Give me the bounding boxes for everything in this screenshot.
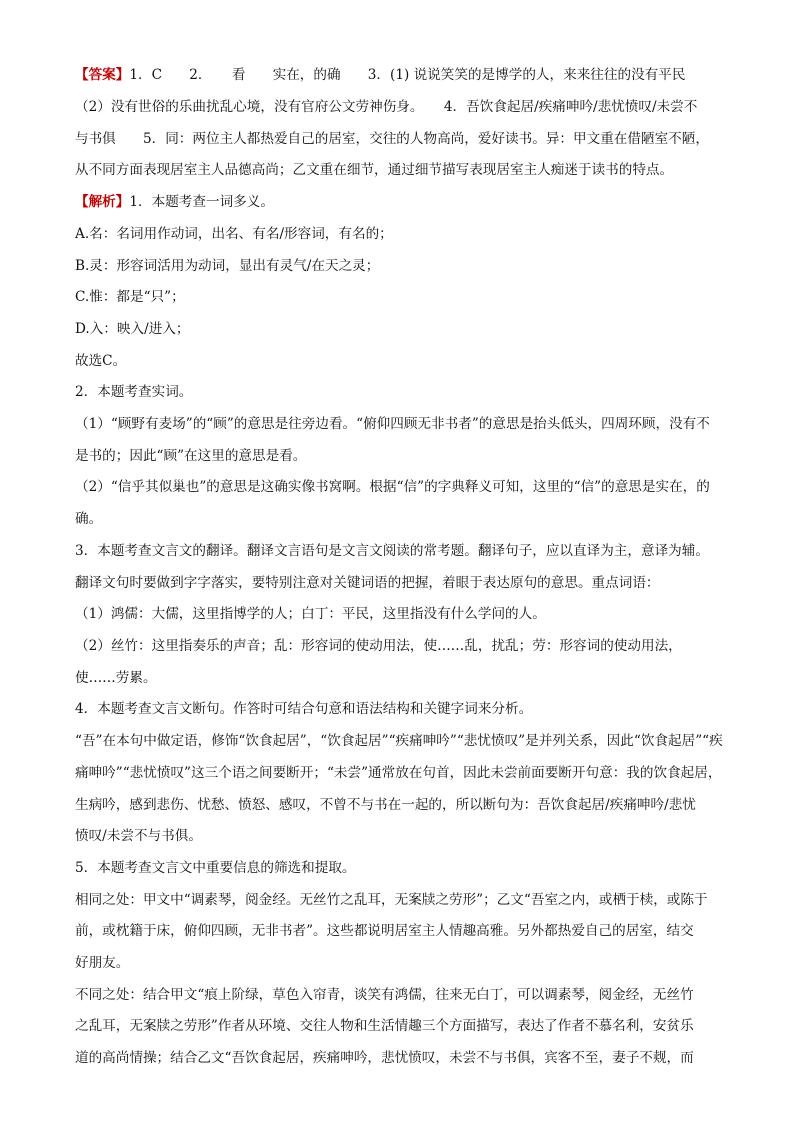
- analysis-line: 5．本题考查文言文中重要信息的筛选和提取。: [75, 860, 356, 876]
- analysis-label: 【解析】: [75, 194, 130, 210]
- analysis-line: 愤叹/未尝不与书俱。: [75, 828, 202, 844]
- analysis-line: D.入：映入/进入；: [75, 321, 190, 337]
- analysis-line: （1）“顾野有麦场”的“顾”的意思是往旁边看。“俯仰四顾无非书者”的意思是抬头低头，四周环顾，没有不: [75, 416, 710, 432]
- analysis-line: 道的高尚情操；结合乙文“吾饮食起居，疾痛呻吟，悲忧愤叹，未尝不与书俱，宾客不至，妻子不觌，而: [75, 1050, 694, 1066]
- answer-line-1: [75, 66, 725, 84]
- answer-label: 【答案】: [75, 67, 130, 83]
- analysis-text: 1．本题考查一词多义。: [129, 194, 274, 210]
- answer-line-4: 从不同方面表现居室主人品德高尚；乙文重在细节，通过细节描写表现居室主人痴迷于读书的特点。: [75, 162, 674, 178]
- analysis-line: 相同之处：甲文中“调素琴，阅金经。无丝竹之乱耳，无案牍之劳形”；乙文“吾室之内，或栖于椟，或陈于: [75, 892, 708, 908]
- analysis-line: （1）鸿儒：大儒，这里指博学的人；白丁：平民，这里指没有什么学问的人。: [75, 606, 546, 622]
- analysis-line: “吾”在本句中做定语，修饰“饮食起居”，“饮食起居”“疾痛呻吟”“悲忧愤叹”是并列关系，因此“饮食起居”“疾: [75, 733, 723, 749]
- analysis-line: （2）“信乎其似巢也”的意思是这确实像书窝啊。根据“信”的字典释义可知，这里的“信”的意思是实在，的: [75, 479, 710, 495]
- analysis-line: 不同之处：结合甲文“痕上阶绿，草色入帘青，谈笑有鸿儒，往来无白丁，可以调素琴，阅金经，无丝竹: [75, 987, 694, 1003]
- analysis-line: 前，或枕籍于床，俯仰四顾，无非书者”。这些都说明居室主人情趣高雅。另外都热爱自己的居室，结交: [75, 923, 694, 939]
- analysis-line: 是书的；因此“顾”在这里的意思是看。: [75, 448, 307, 464]
- analysis-line: 故选C。: [75, 353, 127, 369]
- analysis-line: A.名：名词用作动词，出名、有名/形容词，有名的；: [75, 226, 393, 242]
- answer-text: 1．C 2． 看 实在，的确 3．(1) 说说笑笑的是博学的人，来来往往的没有平民: [129, 67, 686, 83]
- answer-line-3: 与书俱 5．同：两位主人都热爱自己的居室，交往的人物高尚，爱好读书。异：甲文重在借陋室不陋，: [75, 131, 709, 147]
- analysis-line: 4．本题考查文言文断句。作答时可结合句意和语法结构和关键字词来分析。: [75, 701, 533, 717]
- analysis-line: 翻译文句时要做到字字落实，要特别注意对关键词语的把握，着眼于表达原句的意思。重点词语：: [75, 575, 660, 591]
- analysis-line: C.惟：都是“只”；: [75, 289, 185, 305]
- analysis-line: 生病吟，感到悲伤、忧愁、愤怒、感叹，不曾不与书在一起的，所以断句为：吾饮食起居/疾痛呻吟/悲忧: [75, 797, 696, 813]
- analysis-line-1: [75, 193, 725, 211]
- analysis-line: 使……劳累。: [75, 670, 157, 686]
- analysis-line: 2．本题考查实词。: [75, 384, 193, 400]
- analysis-line: 好朋友。: [75, 955, 130, 971]
- analysis-line: （2）丝竹：这里指奏乐的声音；乱：形容词的使动用法，使……乱，扰乱；劳：形容词的使动用法，: [75, 638, 682, 654]
- analysis-line: 3．本题考查文言文的翻译。翻译文言语句是文言文阅读的常考题。翻译句子，应以直译为主，意译为辅。: [75, 543, 709, 559]
- answer-line-2: （2）没有世俗的乐曲扰乱心境，没有官府公文劳神伤身。 4．吾饮食起居/疾痛呻吟/悲忧愤叹/未尝不: [75, 99, 698, 115]
- analysis-line: 痛呻吟”“悲忧愤叹”这三个语之间要断开；“未尝”通常放在句首，因此未尝前面要断开句意：我的饮食起居，: [75, 765, 722, 781]
- analysis-line: B.灵：形容词活用为动词，显出有灵气/在天之灵；: [75, 258, 380, 274]
- analysis-line: 之乱耳，无案牍之劳形”作者从环境、交往人物和生活情趣三个方面描写，表达了作者不慕名利，安贫乐: [75, 1018, 694, 1034]
- analysis-line: 确。: [75, 511, 103, 527]
